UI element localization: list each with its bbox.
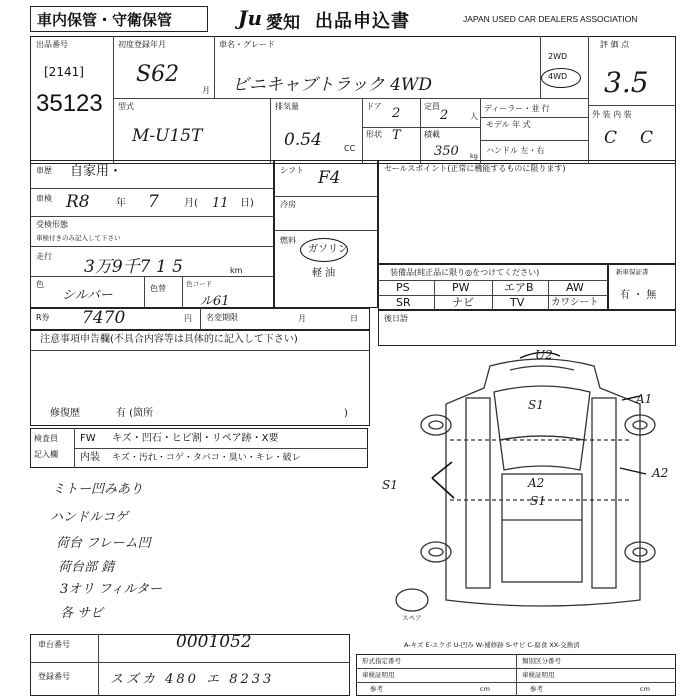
association-name: JAPAN USED CAR DEALERS ASSOCIATION bbox=[463, 14, 638, 24]
cert-label-right: 車検証明用 bbox=[522, 671, 555, 679]
capacity-label: 定員 bbox=[424, 102, 440, 111]
cm-right: cm bbox=[640, 685, 650, 693]
name-change-day-unit: 日 bbox=[350, 314, 358, 323]
mark-a2-bed: A2 bbox=[528, 476, 545, 490]
ref-label: 参考 bbox=[370, 685, 383, 693]
repair-value: 有 (箇所 bbox=[116, 408, 154, 419]
ext-int-label: 外 装 内 装 bbox=[592, 110, 632, 119]
score-ext: C bbox=[604, 128, 618, 148]
ac-label: 冷房 bbox=[280, 200, 296, 209]
equip-navi: ナビ bbox=[452, 296, 474, 309]
type-value: M-U15T bbox=[132, 126, 203, 146]
lot-sub-number: [2141] bbox=[44, 65, 84, 79]
plate-label: 登録番号 bbox=[38, 672, 70, 681]
equip-ps: PS bbox=[396, 281, 410, 294]
spare-label: スペア bbox=[402, 614, 422, 622]
type-label: 型式 bbox=[118, 102, 134, 111]
model-label: 車名・グレード bbox=[219, 40, 275, 49]
mileage-label: 走行 bbox=[36, 252, 52, 261]
receipt-label: 受検形態 bbox=[36, 220, 68, 229]
drive-4wd: 4WD bbox=[548, 72, 568, 81]
new-car-warranty-value: 有 ・ 無 bbox=[620, 290, 657, 301]
hw-note-5: 3オリ フィルター bbox=[60, 582, 162, 597]
lot-label: 出品番号 bbox=[36, 40, 68, 49]
mileage-value: 3万9千7 1 5 bbox=[84, 257, 183, 277]
drive-2wd: 2WD bbox=[548, 52, 568, 61]
load-value: 350 bbox=[434, 144, 459, 159]
equip-sr: SR bbox=[396, 296, 411, 309]
plate-value: スズカ 480 エ 8233 bbox=[110, 672, 275, 687]
fuel-diesel: 軽 油 bbox=[312, 268, 336, 279]
handle-label: ハンドル 左・右 bbox=[486, 146, 545, 155]
inspection-day: 11 bbox=[212, 196, 229, 211]
equip-aw: AW bbox=[566, 281, 584, 294]
doors-label: ドア bbox=[366, 102, 382, 111]
equip-airbag: エアB bbox=[504, 281, 534, 294]
hw-note-2: ハンドルコゲ bbox=[50, 510, 129, 525]
load-unit: kg bbox=[470, 152, 478, 160]
registration-label: 初度登録年月 bbox=[118, 40, 166, 49]
storage-tab: 車内保管・守衛保管 bbox=[30, 6, 208, 32]
dealer-label: ディーラー・並 行 bbox=[484, 104, 550, 113]
lot-number: 35123 bbox=[36, 90, 103, 117]
form-title: 出品申込書 bbox=[315, 11, 410, 32]
name-change-label: 名変期限 bbox=[206, 313, 238, 322]
mark-a1: A1 bbox=[636, 392, 653, 406]
model-year-label: モデル 年 式 bbox=[486, 120, 531, 129]
score-int: C bbox=[640, 128, 654, 148]
equip-seat: カワシート bbox=[551, 297, 599, 308]
capacity-value: 2 bbox=[440, 108, 449, 123]
inspection-month: 7 bbox=[148, 192, 159, 212]
load-label: 積載 bbox=[424, 130, 440, 139]
inspection-month-unit: 月( bbox=[184, 198, 198, 209]
cert-label: 車検証明用 bbox=[362, 671, 395, 679]
color-code: ル61 bbox=[200, 294, 230, 309]
equipment-label: 装備品(純正品に限り◎をつけてください) bbox=[390, 268, 540, 277]
equip-pw: PW bbox=[452, 281, 470, 294]
recycle-label: R券 bbox=[36, 313, 50, 322]
doors-value: 2 bbox=[392, 106, 401, 121]
mark-a2-right: A2 bbox=[652, 466, 669, 480]
checks-row1-label: FW bbox=[80, 433, 96, 444]
inspection-label: 車検 bbox=[36, 194, 52, 203]
chassis-label: 車台番号 bbox=[38, 640, 70, 649]
mark-s1-left: S1 bbox=[382, 478, 398, 492]
color-label: 色 bbox=[36, 280, 44, 289]
hw-note-6: 各 サビ bbox=[60, 606, 104, 621]
displacement-label: 排気量 bbox=[275, 102, 299, 111]
history-value: 自家用・ bbox=[70, 164, 123, 179]
cm-left: cm bbox=[480, 685, 490, 693]
rear-label: 後日語 bbox=[384, 314, 408, 323]
repair-label: 修復歴 bbox=[50, 408, 80, 419]
damage-legend: A-キズ E-エクボ U-凹み W-補修跡 S-サビ C-腐食 XX-交換済 bbox=[404, 641, 580, 649]
mark-u2: U2 bbox=[535, 348, 553, 362]
checks-label-2: 記入欄 bbox=[34, 450, 58, 459]
designation-label: 形式指定番号 bbox=[362, 657, 401, 665]
receipt-note: 車検付きのみ記入して下さい bbox=[36, 234, 121, 242]
capacity-unit: 人 bbox=[470, 112, 478, 121]
color-code-label: 色コード bbox=[186, 280, 212, 288]
inspection-year-unit: 年 bbox=[116, 198, 126, 209]
color-change-label: 色替 bbox=[150, 284, 166, 293]
shape-label: 形状 bbox=[366, 130, 382, 139]
new-car-warranty-label: 新車保証書 bbox=[616, 268, 649, 276]
checks-row1-text: キズ・凹石・ヒビ割・リペア跡・X要 bbox=[112, 433, 279, 444]
registration-month-unit: 月 bbox=[202, 86, 210, 95]
hw-note-4: 荷台部 錆 bbox=[58, 560, 115, 575]
history-label: 車歴 bbox=[36, 166, 52, 175]
hw-note-1: ミトー凹みあり bbox=[52, 482, 144, 497]
inspection-day-unit: 日) bbox=[240, 198, 254, 209]
category-label: 類別区分番号 bbox=[522, 657, 561, 665]
ju-logo-mark: Ju bbox=[238, 6, 263, 30]
mark-s1-cab: S1 bbox=[528, 398, 544, 412]
recycle-unit: 円 bbox=[184, 314, 192, 323]
logo-region: 愛知 bbox=[266, 13, 300, 33]
shift-value: F4 bbox=[318, 168, 341, 188]
ref-label-right: 参考 bbox=[530, 685, 543, 693]
recycle-value: 7470 bbox=[82, 308, 126, 328]
sales-point-label: セールスポイント(正常に機能するものに限ります) bbox=[384, 164, 566, 173]
score-value: 3.5 bbox=[604, 66, 649, 99]
name-change-month-unit: 月 bbox=[298, 314, 306, 323]
registration-value: S62 bbox=[136, 62, 180, 87]
mark-s1-bed: S1 bbox=[530, 494, 546, 508]
fuel-gasoline: ガソリン bbox=[308, 244, 348, 255]
checks-row2-label: 内装 bbox=[80, 452, 100, 463]
inspection-era: R8 bbox=[66, 192, 90, 212]
shift-label: シフト bbox=[280, 166, 304, 175]
score-label: 評 価 点 bbox=[600, 40, 630, 49]
mileage-unit: km bbox=[230, 266, 243, 275]
equip-tv: TV bbox=[510, 296, 525, 309]
color-value: シルバー bbox=[62, 288, 113, 303]
chassis-value: 0001052 bbox=[176, 632, 252, 652]
displacement-unit: CC bbox=[344, 144, 356, 153]
hw-note-3: 荷台 フレーム凹 bbox=[56, 536, 151, 551]
checks-label-1: 検査員 bbox=[34, 434, 58, 443]
model-value: ビニキャブトラック 4WD bbox=[232, 75, 432, 95]
notes-label: 注意事項申告欄(不具合内容等は具体的に記入して下さい) bbox=[40, 334, 298, 345]
checks-row2-text: キズ・汚れ・コゲ・タバコ・臭い・キレ・破レ bbox=[112, 453, 301, 463]
fuel-label: 燃料 bbox=[280, 236, 296, 245]
repair-close: ) bbox=[344, 408, 348, 419]
shape-value: T bbox=[392, 128, 401, 143]
displacement-value: 0.54 bbox=[284, 130, 322, 150]
